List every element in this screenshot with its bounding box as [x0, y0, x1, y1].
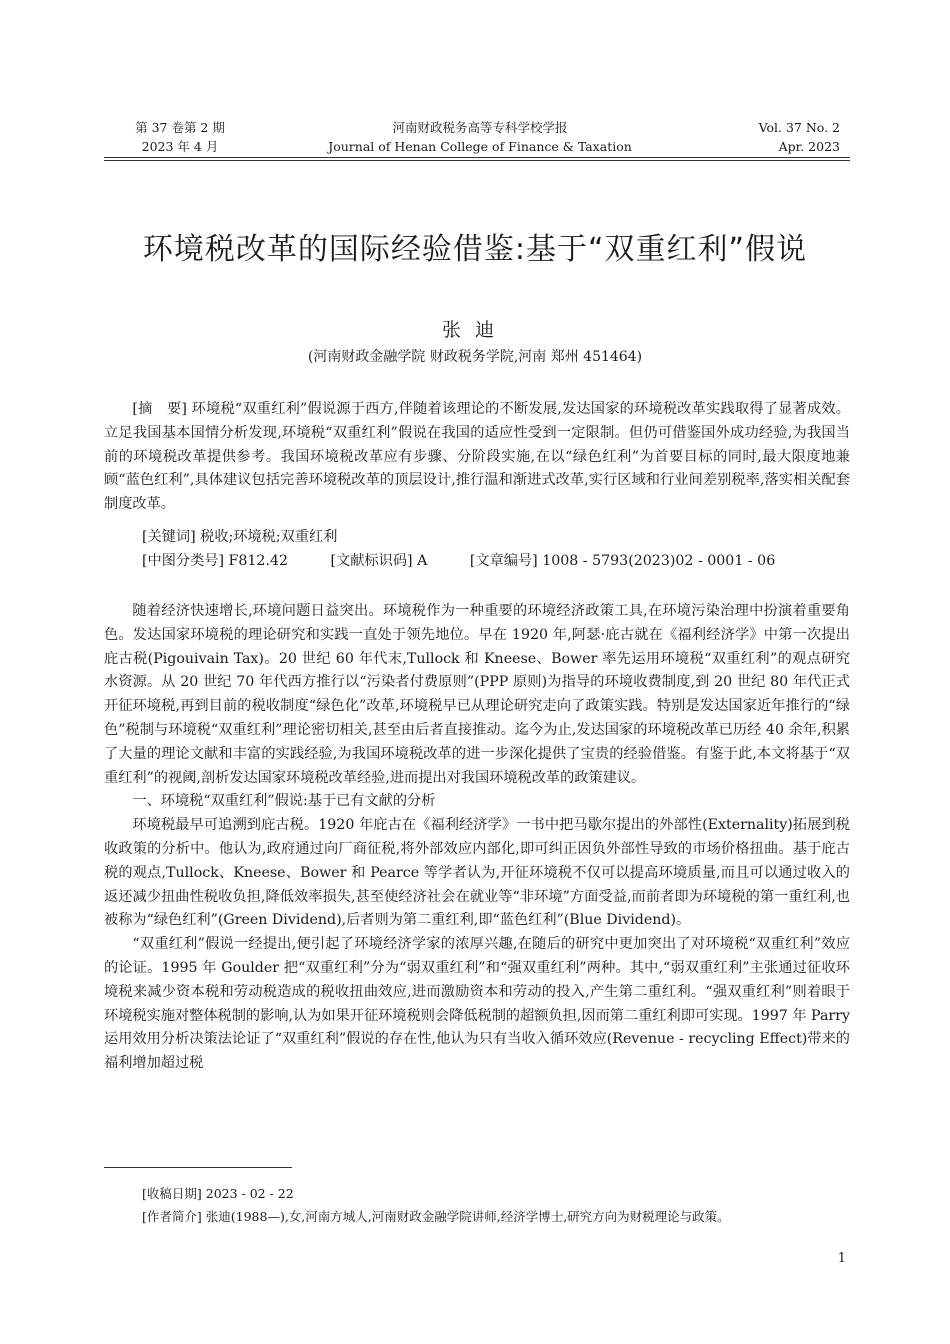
body-paragraph-1: 随着经济快速增长,环境问题日益突出。环境税作为一种重要的环境经济政策工具,在环境污染治理中扮演着重要角色。发达国家环境税的理论研究和实践一直处于领先地位。早在 1920 年,阿瑟·庇古就在《福利经济学》中第一次提出庇古税(Pigouivain Tax)。20 世纪 60 年代末,Tullock 和 Kneese、Bower 率先运用环境税“双重红利”的观点研究水资源。从 20 世纪 70 年代西方推行以“污染者付费原则”(PPP 原则)为指导的环境收费制度,到 20 世纪 80 年代正式开征环境税,再到目前的税收制度“绿色化”改革,环境税早已从理论研究走向了政策实践。特别是发达国家近年推行的“绿色”税制与环境税“双重红利”理论密切相关,甚至由后者直接推动。迄今为止,发达国家的环境税改革已历经 40 余年,积累了大量的理论文献和丰富的实践经验,为我国环境税改革的进一步深化提供了宝贵的经验借鉴。有鉴于此,本文将基于“双重红利”的视阈,剖析发达国家环境税改革经验,进而提出对我国环境税改革的政策建议。: [104, 603, 850, 786]
doc-code-value: A: [417, 553, 428, 569]
received-label: [收稿日期]: [142, 1186, 202, 1201]
header-center: [300, 118, 660, 156]
body-paragraph-3: “双重红利”假说一经提出,便引起了环境经济学家的浓厚兴趣,在随后的研究中更加突出了对环境税“双重红利”效应的论证。1995 年 Goulder 把“双重红利”分为“弱双重红利”和“强双重红利”两种。其中,“弱双重红利”主张通过征收环境税来减少资本税和劳动税造成的税收扭曲效应,进而激励资本和劳动的投入,产生第二重红利。“强双重红利”则着眼于环境税实施对整体税制的影响,认为如果开征环境税则会降低税制的超额负担,因而第二重红利即可实现。1997 年 Parry 运用效用分析决策法论证了“双重红利”假说的存在性,他认为只有当收入循环效应(Revenue - recycling Effect)带来的福利增加超过税: [104, 936, 850, 1072]
keywords-label: [关键词]: [142, 529, 196, 545]
header-rule-top: [104, 157, 850, 158]
footnote-author-bio: [104, 1207, 888, 1227]
clc-label: [中图分类号]: [142, 553, 225, 569]
footnote-rule: [104, 1167, 292, 1168]
page-number: 1: [837, 1251, 846, 1266]
header-right: [720, 118, 840, 156]
header-journal-en: Journal of Henan College of Finance & Taxation: [328, 139, 632, 154]
article-number-label: [文章编号]: [469, 553, 538, 569]
header-volume: 第 37 卷第 2 期: [135, 120, 225, 135]
header-left: [120, 118, 240, 156]
abstract-label: [摘 要]: [132, 401, 187, 417]
keywords-text: 税收;环境税;双重红利: [200, 529, 338, 545]
header-rule-bottom: [104, 160, 850, 161]
received-value: 2023 - 02 - 22: [205, 1186, 294, 1201]
header-date: 2023 年 4 月: [141, 139, 219, 154]
doc-code-label: [文献标识码]: [330, 553, 413, 569]
author-name: 张迪: [441, 319, 508, 341]
section-heading-1: 一、环境税“双重红利”假说:基于已有文献的分析: [132, 793, 436, 810]
abstract-text: 环境税“双重红利”假说源于西方,伴随着该理论的不断发展,发达国家的环境税改革实践取得了显著成效。立足我国基本国情分析发现,环境税“双重红利”假说在我国的适应性受到一定限制。但仍可借鉴国外成功经验,为我国当前的环境税改革提供参考。我国环境税改革应有步骤、分阶段实施,在以“绿色红利”为首要目标的同时,最大限度地兼顾“蓝色红利”,具体建议包括完善环境税改革的顶层设计,推行温和渐进式改革,实行区域和行业间差别税率,落实相关配套制度改革。: [104, 401, 850, 513]
article-number-value: 1008 - 5793(2023)02 - 0001 - 06: [542, 553, 776, 569]
author-bio-label: [作者简介]: [142, 1209, 202, 1224]
clc-value: F812.42: [228, 553, 289, 569]
header-vol-en: Vol. 37 No. 2: [758, 120, 840, 135]
abstract: [104, 398, 850, 517]
footnote-received: [104, 1184, 888, 1204]
header-journal-cn: 河南财政税务高等专科学校学报: [392, 120, 568, 135]
body-paragraph-2: 环境税最早可追溯到庇古税。1920 年庇古在《福利经济学》一书中把马歇尔提出的外部性(Externality)拓展到税收政策的分析中。他认为,政府通过向厂商征税,将外部效应内部化,即可纠正因负外部性导致的市场价格扭曲。基于庇古税的观点,Tullock、Kneese、Bower 和 Pearce 等学者认为,开征环境税不仅可以提高环境质量,而且可以通过收入的返还减少扭曲性税收负担,降低效率损失,甚至使经济社会在就业等“非环境”方面受益,而前者即为环境税的第一重红利,也被称为“绿色红利”(Green Dividend),后者则为第二重红利,即“蓝色红利”(Blue Dividend)。: [104, 817, 850, 929]
author-bio-value: 张迪(1988—),女,河南方城人,河南财政金融学院讲师,经济学博士,研究方向为财税理论与政策。: [205, 1209, 730, 1224]
article-body: [104, 600, 850, 1076]
classification-line: [104, 550, 888, 574]
keywords: [104, 526, 888, 550]
header-date-en: Apr. 2023: [778, 139, 840, 154]
article-title: 环境税改革的国际经验借鉴:基于“双重红利”假说: [142, 232, 808, 267]
author-affiliation: (河南财政金融学院 财政税务学院,河南 郑州 451464): [307, 349, 643, 365]
